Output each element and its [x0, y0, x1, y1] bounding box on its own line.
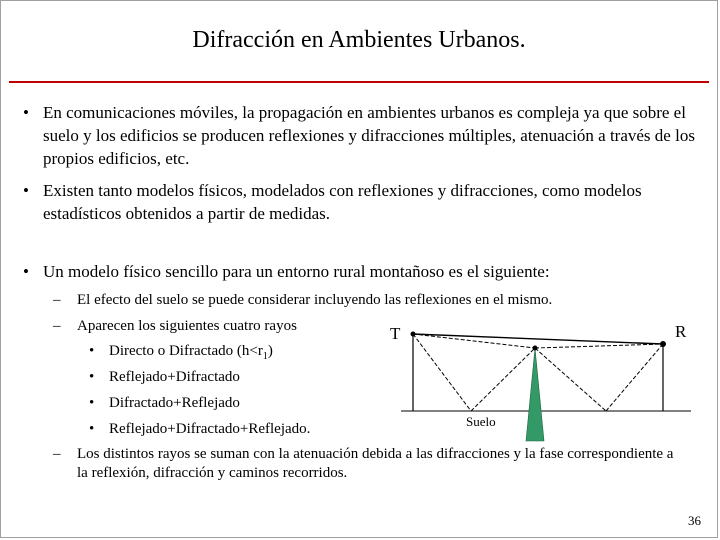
slide-title: Difracción en Ambientes Urbanos.: [192, 27, 526, 53]
ray-direct-prefix: Directo o Difractado (h<r: [109, 343, 263, 359]
obstacle-ridge: [526, 348, 544, 441]
receiver-point: [660, 341, 666, 347]
bullet-icon: •: [89, 395, 95, 411]
ray-tip-to-ground: [535, 348, 606, 411]
sub-item-four-rays: [53, 317, 297, 336]
bullet-simple-model: [23, 260, 713, 283]
dash-icon: –: [53, 446, 61, 462]
bullet-model-types: [23, 179, 713, 225]
diffraction-point: [533, 346, 538, 351]
ray-item: [89, 421, 310, 438]
bullet-text: Existen tanto modelos físicos, modelados con reflexiones y difracciones, como modelos estadísticos obtenidos a partir de medidas.: [43, 181, 642, 223]
ray-item-text: Reflejado+Difractado+Reflejado.: [109, 421, 311, 437]
title-divider: [9, 81, 709, 83]
receiver-label: R: [675, 322, 687, 341]
bullet-icon: •: [89, 369, 95, 385]
bullet-text: Un modelo físico sencillo para un entorno rural montañoso es el siguiente:: [43, 262, 550, 281]
bullet-text: En comunicaciones móviles, la propagación en ambientes urbanos es compleja ya que sobre el suelo y los edificios se producen reflexiones y difracciones múltiples, atenuación a través de los propios edificios, etc.: [43, 103, 695, 168]
bullet-icon: •: [89, 343, 95, 359]
bullet-icon: •: [23, 181, 29, 200]
bullet-urban-propagation: [23, 101, 713, 170]
ray-diagram: [390, 319, 691, 441]
ray-item: [89, 395, 240, 412]
ray-ground-to-rx: [606, 344, 663, 411]
direct-ray: [413, 334, 663, 344]
bullet-icon: •: [23, 103, 29, 122]
bullet-icon: •: [89, 421, 95, 437]
sub-item-text: El efecto del suelo se puede considerar incluyendo las reflexiones en el mismo.: [77, 292, 553, 308]
transmitter-point: [411, 332, 416, 337]
sub-item-text: Aparecen los siguientes cuatro rayos: [77, 318, 297, 334]
ray-ground-to-tip: [471, 348, 535, 411]
page-number: 36: [688, 513, 701, 528]
sub-item-sum-rays: [53, 445, 677, 483]
sub-item-ground-effect: [53, 291, 552, 310]
ground-label: Suelo: [466, 414, 496, 429]
ray-item: [89, 369, 240, 386]
dash-icon: –: [53, 292, 61, 308]
transmitter-label: T: [390, 324, 401, 343]
ray-tx-to-ground: [413, 334, 471, 411]
ray-item-text: Difractado+Reflejado: [109, 395, 240, 411]
ray-item-text: [109, 343, 273, 362]
bullet-icon: •: [23, 262, 29, 281]
ray-tip-to-rx: [535, 344, 663, 348]
ray-item-text: Reflejado+Difractado: [109, 369, 240, 385]
ray-item-direct: [89, 343, 273, 362]
sub-item-text: Los distintos rayos se suman con la atenuación debida a las difracciones y la fase correspondiente a la reflexión, difracción y caminos recorridos.: [77, 446, 674, 481]
ray-direct-subscript: 1: [262, 351, 268, 362]
dash-icon: –: [53, 318, 61, 334]
ray-direct-suffix: ): [267, 343, 273, 359]
